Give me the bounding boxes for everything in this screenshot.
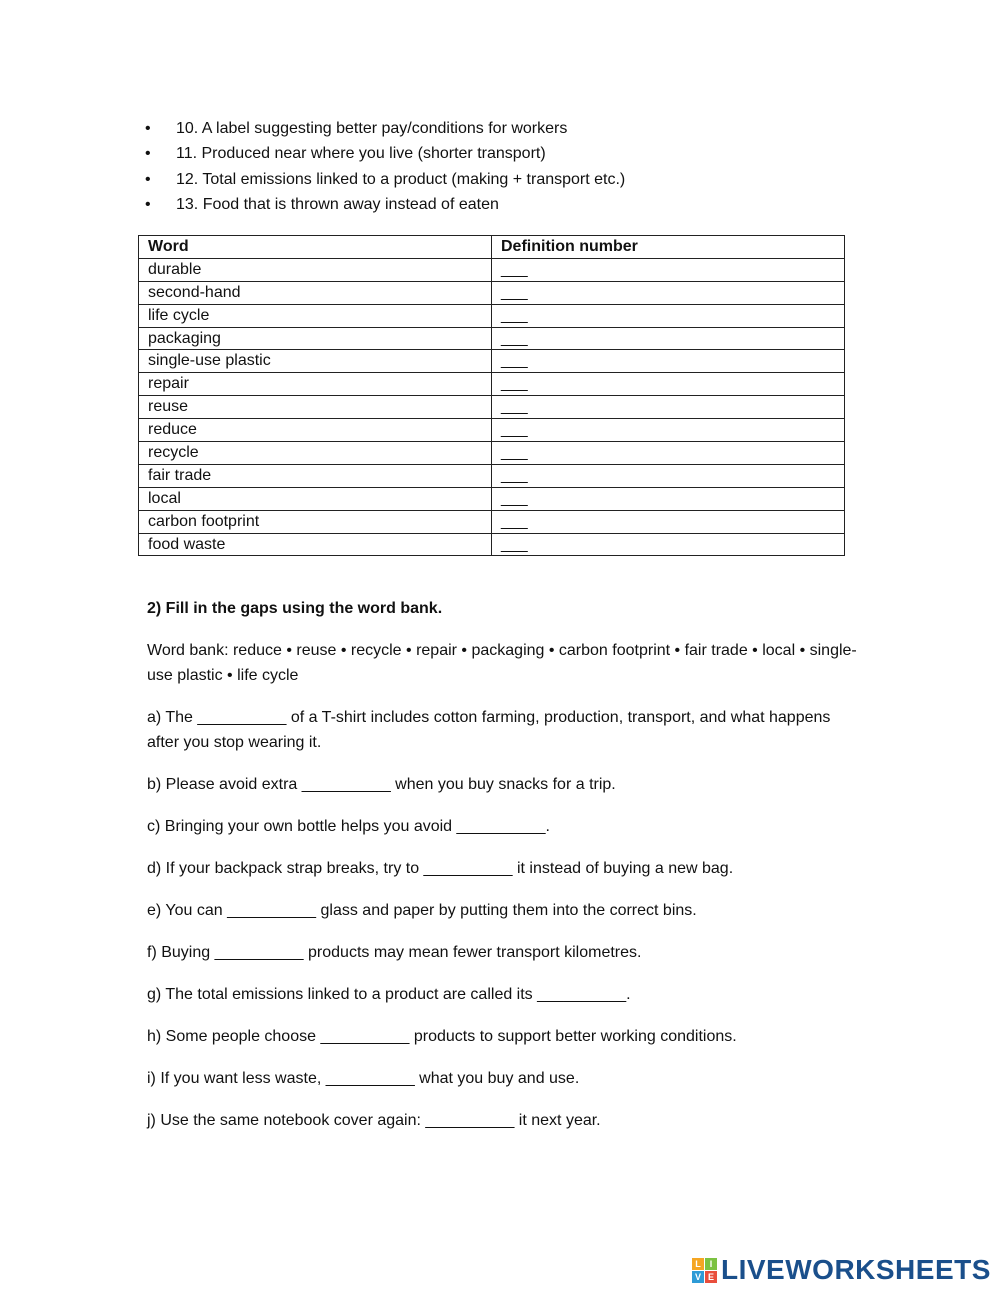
logo-letter: E bbox=[705, 1271, 717, 1283]
matching-table bbox=[138, 235, 845, 556]
answer-blank[interactable]: ___ bbox=[492, 464, 845, 487]
table-row bbox=[139, 350, 845, 373]
answer-blank[interactable]: ___ bbox=[492, 510, 845, 533]
section-heading: 2) Fill in the gaps using the word bank. bbox=[147, 600, 443, 617]
column-header-word: Word bbox=[139, 236, 492, 259]
bullet-icon: • bbox=[145, 195, 151, 213]
word-cell: recycle bbox=[139, 442, 492, 465]
table-row bbox=[139, 304, 845, 327]
answer-blank[interactable]: ___ bbox=[492, 373, 845, 396]
table-row bbox=[139, 442, 845, 465]
word-cell: reduce bbox=[139, 419, 492, 442]
question-a[interactable]: a) The __________ of a T-shirt includes cotton farming, production, transport, and what happens after you stop wearing it. bbox=[147, 709, 831, 751]
question-g[interactable]: g) The total emissions linked to a product are called its __________. bbox=[147, 986, 631, 1003]
table-row bbox=[139, 464, 845, 487]
word-bank: Word bank: reduce • reuse • recycle • repair • packaging • carbon footprint • fair trade • local • single-use plastic • life cycle bbox=[147, 642, 857, 684]
word-cell: fair trade bbox=[139, 464, 492, 487]
answer-blank[interactable]: ___ bbox=[492, 258, 845, 281]
table-row bbox=[139, 327, 845, 350]
logo-text: LIVEWORKSHEETS bbox=[721, 1254, 991, 1285]
table-row bbox=[139, 533, 845, 556]
liveworksheets-logo bbox=[692, 1255, 991, 1285]
list-item: • 11. Produced near where you live (shorter transport) bbox=[145, 141, 625, 166]
list-item: • 13. Food that is thrown away instead of eaten bbox=[145, 192, 625, 217]
logo-letter: I bbox=[705, 1258, 717, 1270]
column-header-definition: Definition number bbox=[492, 236, 845, 259]
word-cell: life cycle bbox=[139, 304, 492, 327]
table-row bbox=[139, 510, 845, 533]
table-row bbox=[139, 281, 845, 304]
bullet-icon: • bbox=[145, 120, 151, 137]
answer-blank[interactable]: ___ bbox=[492, 327, 845, 350]
answer-blank[interactable]: ___ bbox=[492, 396, 845, 419]
table-row bbox=[139, 373, 845, 396]
question-j[interactable]: j) Use the same notebook cover again: __________ it next year. bbox=[147, 1112, 601, 1129]
word-cell: single-use plastic bbox=[139, 350, 492, 373]
table-header-row bbox=[139, 236, 845, 259]
fill-gaps-section bbox=[147, 596, 857, 1133]
question-i[interactable]: i) If you want less waste, __________ what you buy and use. bbox=[147, 1070, 580, 1087]
answer-blank[interactable]: ___ bbox=[492, 304, 845, 327]
logo-letter: V bbox=[692, 1271, 704, 1283]
logo-letter: L bbox=[692, 1258, 704, 1270]
answer-blank[interactable]: ___ bbox=[492, 533, 845, 556]
word-cell: durable bbox=[139, 258, 492, 281]
word-cell: repair bbox=[139, 373, 492, 396]
list-item: • 10. A label suggesting better pay/conditions for workers bbox=[145, 116, 625, 141]
answer-blank[interactable]: ___ bbox=[492, 442, 845, 465]
answer-blank[interactable]: ___ bbox=[492, 487, 845, 510]
question-e[interactable]: e) You can __________ glass and paper by putting them into the correct bins. bbox=[147, 902, 697, 919]
table-row bbox=[139, 487, 845, 510]
bullet-icon: • bbox=[145, 145, 151, 163]
word-cell: reuse bbox=[139, 396, 492, 419]
word-cell: second-hand bbox=[139, 281, 492, 304]
table-row bbox=[139, 258, 845, 281]
word-cell: local bbox=[139, 487, 492, 510]
table-row bbox=[139, 396, 845, 419]
question-h[interactable]: h) Some people choose __________ products to support better working conditions. bbox=[147, 1028, 737, 1045]
answer-blank[interactable]: ___ bbox=[492, 419, 845, 442]
word-cell: carbon footprint bbox=[139, 510, 492, 533]
question-d[interactable]: d) If your backpack strap breaks, try to __________ it instead of buying a new bag. bbox=[147, 860, 734, 877]
bullet-icon: • bbox=[145, 170, 151, 188]
question-f[interactable]: f) Buying __________ products may mean fewer transport kilometres. bbox=[147, 944, 642, 961]
table-row bbox=[139, 419, 845, 442]
list-item: • 12. Total emissions linked to a product (making + transport etc.) bbox=[145, 167, 625, 192]
word-cell: packaging bbox=[139, 327, 492, 350]
answer-blank[interactable]: ___ bbox=[492, 281, 845, 304]
logo-mark-icon bbox=[692, 1258, 717, 1283]
question-b[interactable]: b) Please avoid extra __________ when you buy snacks for a trip. bbox=[147, 776, 616, 793]
question-c[interactable]: c) Bringing your own bottle helps you avoid __________. bbox=[147, 818, 550, 835]
answer-blank[interactable]: ___ bbox=[492, 350, 845, 373]
definitions-list bbox=[145, 116, 625, 217]
word-cell: food waste bbox=[139, 533, 492, 556]
